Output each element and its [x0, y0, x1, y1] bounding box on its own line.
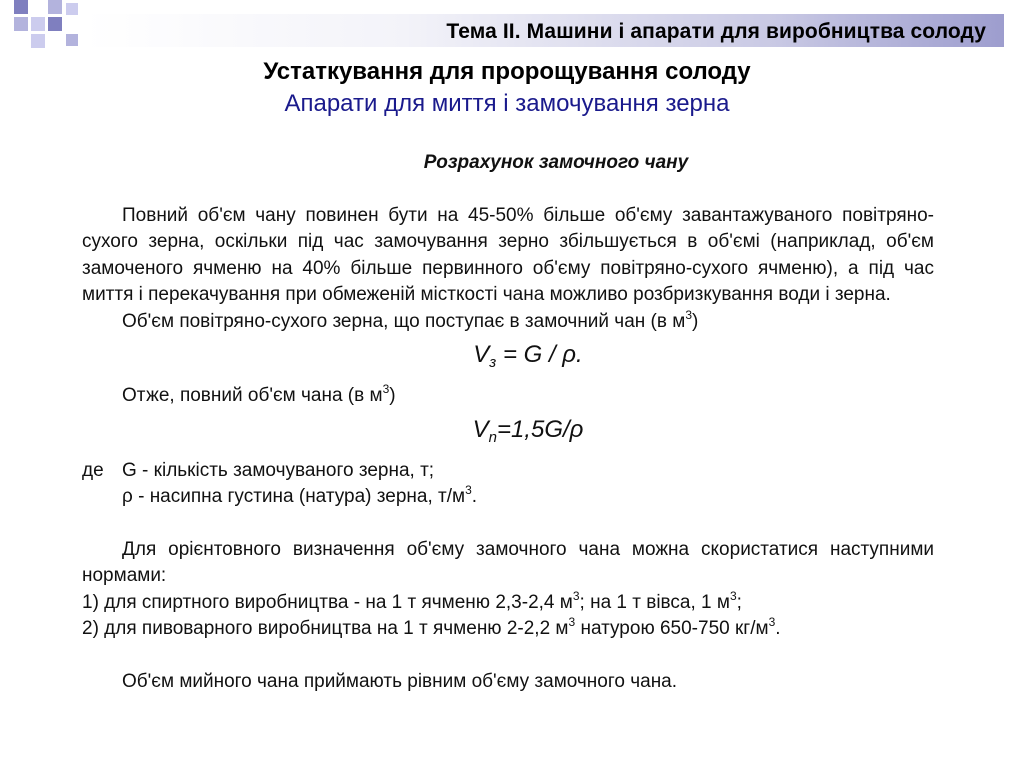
- slide-title: Устаткування для пророщування солоду: [263, 58, 751, 85]
- decor-square: [14, 17, 28, 31]
- decor-square: [48, 17, 62, 31]
- decor-square: [31, 34, 45, 48]
- where-rho-end: .: [471, 486, 478, 507]
- formula2-rest: =1,5G/ρ: [496, 415, 584, 443]
- formula-air-dry-volume: [122, 335, 934, 383]
- volume-line-text: Об'єм повітряно-сухого зерна, що поступає в замочний чан (в м: [122, 310, 686, 332]
- slide-subtitle: Апарати для миття і замочування зерна: [284, 90, 730, 117]
- norm2-sup-1: 3: [568, 615, 576, 629]
- paragraph-norms: Для орієнтовного визначення об'єму замочного чана можна скористатися наступними нормами:: [82, 538, 934, 586]
- norm2-text-a: 2) для пивоварного виробництва на 1 т ячменю 2-2,2 м: [82, 618, 569, 639]
- norm2-text-c: .: [775, 618, 781, 639]
- topic-title: Тема ІІ. Машини і апарати для виробництва солоду: [446, 20, 986, 43]
- where-label: де: [82, 459, 104, 481]
- norm1-text-c: ;: [736, 591, 742, 613]
- formula2-sub: n: [488, 428, 497, 446]
- norm1-sup-2: 3: [729, 588, 737, 603]
- spacer: [82, 511, 934, 537]
- norm1-text-a: 1) для спиртного виробництва - на 1 т ячменю 2,3-2,4 м: [82, 591, 573, 613]
- spacer: [82, 643, 934, 669]
- where-rho-row: [82, 484, 934, 511]
- where-rho-text: ρ - насипна густина (натура) зерна, т/м: [122, 486, 466, 507]
- decor-square: [66, 34, 78, 46]
- volume-line-end: ): [692, 310, 699, 332]
- decor-square: [48, 0, 62, 14]
- norm1-sup-1: 3: [572, 588, 580, 603]
- paragraph-washing-tank: Об'єм мийного чана приймають рівним об'єму замочного чана.: [122, 670, 678, 692]
- volume-line-sup: 3: [685, 307, 692, 322]
- full-volume-line-end: ): [389, 385, 396, 406]
- header-bar: [0, 0, 1024, 48]
- decor-square: [66, 3, 78, 15]
- norm2-sup-2: 3: [768, 615, 776, 629]
- norm2-text-b: натурою 650-750 кг/м: [575, 618, 769, 639]
- formula2-v: V: [472, 415, 489, 443]
- norm-item-2: [82, 616, 934, 643]
- full-volume-line: [82, 383, 934, 410]
- full-volume-line-sup: 3: [382, 382, 390, 396]
- where-g-row: [82, 458, 934, 485]
- decor-square: [31, 17, 45, 31]
- where-rho-sup: 3: [465, 483, 472, 497]
- section-title: Розрахунок замочного чану: [423, 152, 689, 173]
- decor-square: [14, 0, 28, 14]
- full-volume-line-text: Отже, повний об'єм чана (в м: [122, 385, 383, 406]
- formula1-rest: = G / ρ.: [496, 341, 583, 368]
- formula1-sub: з: [489, 354, 497, 371]
- formula-full-volume: [122, 410, 934, 458]
- slide-body: [82, 150, 934, 695]
- paragraph-full-volume: Повний об'єм чану повинен бути на 45-50% більше об'єму завантажуваного повітряно-сухого зерна, оскільки під час замочування зерно збільшується в об'ємі (наприклад, об'єм замоченого ячменю на 40% більше первинного об'єму повітряно-сухого ячменю), а під час миття і перекачування при обмеженій місткості чана можливо розбризкування води і зерна.: [82, 204, 934, 305]
- formula1-v: V: [473, 341, 490, 368]
- where-g-text: G - кількість замочуваного зерна, т;: [122, 459, 435, 481]
- volume-line: [82, 309, 934, 336]
- norm-item-1: [82, 590, 934, 617]
- norm1-text-b: ; на 1 т вівса, 1 м: [579, 591, 730, 613]
